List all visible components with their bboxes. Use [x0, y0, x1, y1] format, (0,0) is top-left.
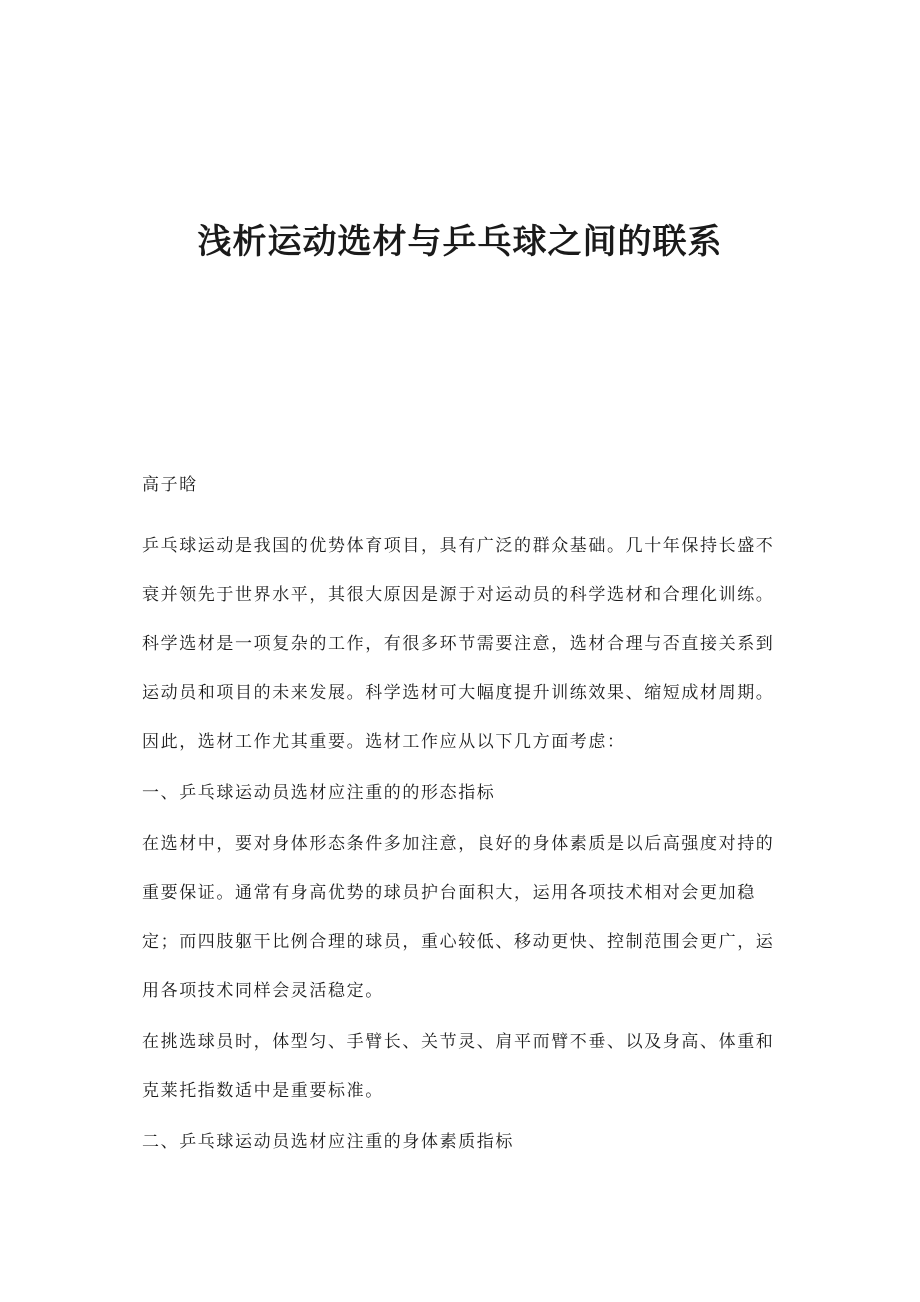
document-title: 浅析运动选材与乒乓球之间的联系 [197, 222, 723, 262]
author-name: 高子晗 [142, 475, 198, 495]
paragraph-morphology: 在选材中，要对身体形态条件多加注意，良好的身体素质是以后高强度对持的重要保证。通常有身高优势的球员护台面积大，运用各项技术相对会更加稳定；而四肢躯干比例合理的球员，重心较低、移动更快、控制范围会更广，运用各项技术同样会灵活稳定。 [142, 834, 775, 1001]
paragraph-intro: 乒乓球运动是我国的优势体育项目，具有广泛的群众基础。几十年保持长盛不衰并领先于世界水平，其很大原因是源于对运动员的科学选材和合理化训练。科学选材是一项复杂的工作，有很多环节需要注意，选材合理与否直接关系到运动员和项目的未来发展。科学选材可大幅度提升训练效果、缩短成材周期。因此，选材工作尤其重要。选材工作应从以下几方面考虑： [142, 536, 775, 752]
paragraph-selection-criteria: 在挑选球员时，体型匀、手臂长、关节灵、肩平而臂不垂、以及身高、体重和克莱托指数适中是重要标准。 [142, 1032, 775, 1101]
section-heading-2: 二、乒乓球运动员选材应注重的身体素质指标 [142, 1132, 514, 1152]
section-heading-1: 一、乒乓球运动员选材应注重的的形态指标 [142, 783, 496, 803]
document-body [142, 470, 782, 1169]
